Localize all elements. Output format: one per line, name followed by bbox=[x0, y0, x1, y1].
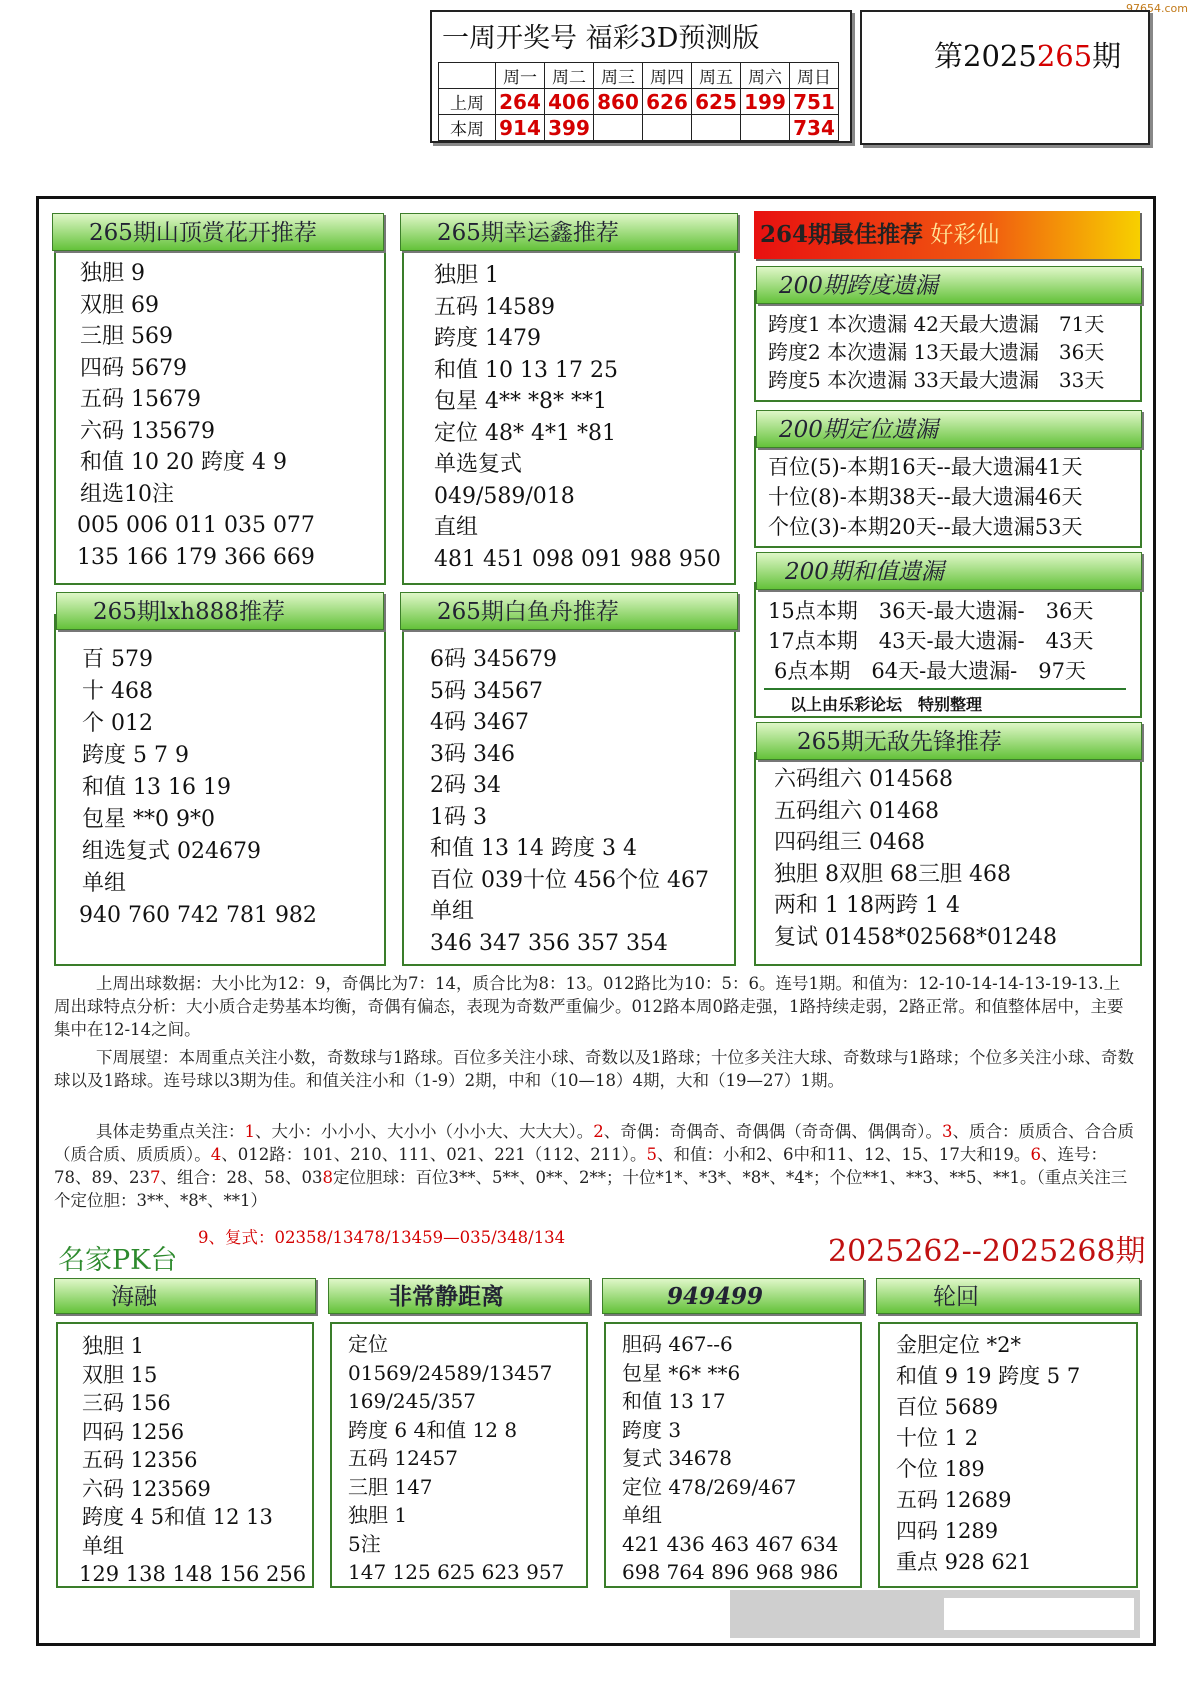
draw-number bbox=[643, 115, 692, 141]
line: 重点 928 621 bbox=[896, 1550, 1032, 1574]
draw-number bbox=[741, 115, 790, 141]
line: 129 138 148 156 256 bbox=[79, 1562, 307, 1586]
line: 四码 1256 bbox=[82, 1419, 185, 1444]
table-row bbox=[439, 89, 839, 115]
analysis-next-week: 下周展望：本周重点关注小数，奇数球与1路球。百位多关注小球、奇数以及1路球；十位多关注大球、奇数球与1路球；个位多关注小球、奇数球以及1路球。连号球以3期为佳。和值关注小和（1-9）2期，中和（10—18）4期，大和（19—27）1期。 bbox=[54, 1048, 1134, 1090]
line: 百 579 bbox=[82, 647, 153, 672]
draw-number: 734 bbox=[790, 115, 839, 141]
line: 698 764 896 968 986 bbox=[622, 1560, 839, 1584]
line: 481 451 098 091 988 950 bbox=[434, 546, 721, 572]
line: 和值 10 13 17 25 bbox=[434, 357, 618, 383]
panel-lines bbox=[79, 1332, 307, 1589]
line: 包星 *6* **6 bbox=[622, 1360, 741, 1385]
panel-title-dingwei: 200期定位遗漏 bbox=[756, 410, 1142, 448]
pk-col-lunhui bbox=[878, 1322, 1138, 1588]
bottom-blank bbox=[944, 1598, 1134, 1630]
num: 2 bbox=[593, 1122, 604, 1141]
line: 单选复式 bbox=[434, 452, 523, 477]
line: 个位 189 bbox=[896, 1457, 985, 1481]
pk-col-949499 bbox=[604, 1322, 862, 1588]
line: 单组 bbox=[82, 1533, 124, 1558]
panel-dingwei bbox=[754, 436, 1142, 548]
line: 169/245/357 bbox=[348, 1389, 476, 1413]
line: 跨度1 本次遗漏 42天最大遗漏 71天 bbox=[768, 312, 1105, 336]
text: 具体走势重点关注： bbox=[96, 1122, 245, 1141]
line: 个 012 bbox=[82, 711, 153, 736]
hezhi-note: 以上由乐彩论坛 特别整理 bbox=[790, 695, 983, 714]
panel-title-hezhi: 200期和值遗漏 bbox=[756, 552, 1142, 590]
pk-label: 名家PK台 bbox=[58, 1245, 178, 1276]
num: 6 bbox=[1030, 1145, 1041, 1164]
weekly-draw-table bbox=[438, 62, 839, 141]
line: 421 436 463 467 634 bbox=[622, 1531, 839, 1556]
text: 、012路：101、210、111、021、221（112、211）。 bbox=[221, 1145, 647, 1164]
best-title: 264期最佳推荐 bbox=[760, 221, 924, 248]
panel-wudi bbox=[754, 752, 1142, 966]
day-cell: 周六 bbox=[741, 63, 790, 89]
panel-hezhi bbox=[754, 582, 1142, 718]
line: 01569/24589/13457 bbox=[348, 1360, 553, 1385]
draw-number bbox=[594, 115, 643, 141]
line: 五码 15679 bbox=[80, 387, 201, 412]
line: 005 006 011 035 077 bbox=[77, 513, 315, 538]
line: 组选复式 024679 bbox=[82, 839, 261, 864]
line: 独胆 1 bbox=[82, 1334, 145, 1358]
day-cell: 周一 bbox=[496, 63, 545, 89]
line: 复式 34678 bbox=[622, 1446, 732, 1470]
draw-number: 625 bbox=[692, 89, 741, 115]
line: 十 468 bbox=[82, 679, 153, 704]
line: 6点本期 64天-最大遗漏- 97天 bbox=[774, 659, 1086, 683]
draw-number: 399 bbox=[545, 115, 594, 141]
line: 4码 3467 bbox=[430, 710, 529, 735]
draw-number: 860 bbox=[594, 89, 643, 115]
line: 三胆 147 bbox=[348, 1474, 433, 1499]
line: 049/589/018 bbox=[434, 483, 575, 509]
line: 和值 10 20 跨度 4 9 bbox=[80, 450, 287, 475]
line: 2码 34 bbox=[430, 773, 501, 798]
pk-title-949499: 949499 bbox=[602, 1278, 864, 1314]
divider bbox=[764, 688, 1126, 690]
line: 五码 12689 bbox=[896, 1488, 1012, 1512]
panel-lines bbox=[774, 764, 1057, 953]
day-cell: 周二 bbox=[545, 63, 594, 89]
line: 独胆 8双胆 68三胆 468 bbox=[774, 861, 1011, 887]
line: 和值 13 16 19 bbox=[82, 775, 231, 800]
text: 、奇偶：奇偶奇、奇偶偶（奇奇偶、偶偶奇）。 bbox=[603, 1122, 942, 1141]
line: 5码 34567 bbox=[430, 678, 543, 704]
line: 双胆 15 bbox=[82, 1362, 158, 1387]
num: 3 bbox=[942, 1122, 953, 1141]
line: 跨度 5 7 9 bbox=[82, 743, 189, 768]
row-label: 本周 bbox=[439, 115, 496, 141]
header-title: 一周开奖号 福彩3D预测版 bbox=[442, 23, 760, 54]
draw-number: 264 bbox=[496, 89, 545, 115]
corner-cell bbox=[439, 63, 496, 89]
draw-number: 406 bbox=[545, 89, 594, 115]
draw-number: 914 bbox=[496, 115, 545, 141]
num: 8 bbox=[322, 1168, 333, 1187]
line: 135 166 179 366 669 bbox=[77, 544, 315, 570]
line: 独胆 1 bbox=[434, 263, 499, 288]
pk-col-jingjuli bbox=[330, 1322, 588, 1588]
line: 单组 bbox=[82, 871, 127, 896]
panel-lines bbox=[768, 452, 1082, 542]
line: 单组 bbox=[430, 899, 475, 924]
analysis-focus bbox=[54, 1120, 1134, 1212]
text: 、大小：小小小、大小小（小小大、大大大）。 bbox=[255, 1122, 594, 1141]
line: 3码 346 bbox=[430, 741, 515, 767]
line: 三胆 569 bbox=[80, 324, 173, 349]
line: 独胆 9 bbox=[80, 261, 145, 286]
line: 复试 01458*02568*01248 bbox=[774, 924, 1057, 950]
fushi-line: 9、复式：02358/13478/13459—035/348/134 bbox=[198, 1228, 566, 1247]
line: 和值 13 14 跨度 3 4 bbox=[430, 836, 637, 861]
issue-number: 265 bbox=[1036, 39, 1093, 73]
line: 个位(3)-本期20天--最大遗漏53天 bbox=[768, 515, 1083, 539]
line: 双胆 69 bbox=[80, 292, 159, 318]
text: 、组合：28、58、03 bbox=[160, 1168, 323, 1187]
line: 17点本期 43天-最大遗漏- 43天 bbox=[768, 629, 1094, 653]
text: 、质合：质质合、合合质（质合质、质质质）。 bbox=[54, 1122, 1134, 1164]
line: 两和 1 18两跨 1 4 bbox=[774, 893, 960, 918]
line: 1码 3 bbox=[430, 804, 487, 830]
text: 、连号：78、89、23 bbox=[54, 1145, 1107, 1187]
pk-title-jingjuli: 非常静距离 bbox=[328, 1278, 590, 1314]
text: 定位胆球：百位3**、5**、0**、2**；十位*1*、*3*、*8*、*4*；个位**1、**3、**5、**1。（重点关注三个定位胆：3**、*8*、**1） bbox=[54, 1168, 1128, 1210]
line: 定位 478/269/467 bbox=[622, 1474, 797, 1499]
issue-label bbox=[934, 34, 1121, 75]
panel-lines bbox=[622, 1330, 838, 1587]
table-row bbox=[439, 115, 839, 141]
issue-box bbox=[860, 10, 1150, 145]
panel-lines bbox=[768, 310, 1104, 394]
line: 跨度 4 5和值 12 13 bbox=[82, 1505, 273, 1529]
best-recommend-header bbox=[754, 211, 1140, 259]
line: 十位(8)-本期38天--最大遗漏46天 bbox=[768, 485, 1083, 509]
num: 7 bbox=[150, 1168, 161, 1187]
line: 定位 48* 4*1 *81 bbox=[434, 420, 616, 446]
text: 、和值：小和2、6中和11、12、15、17大和19。 bbox=[656, 1145, 1031, 1164]
panel-lines bbox=[79, 644, 317, 932]
panel-lines bbox=[77, 258, 315, 573]
panel-title-shanding: 265期山顶赏花开推荐 bbox=[52, 213, 384, 251]
line: 百位 5689 bbox=[896, 1395, 999, 1419]
panel-title-xingyun: 265期幸运鑫推荐 bbox=[400, 213, 738, 251]
line: 五码组六 01468 bbox=[774, 798, 939, 824]
panel-lines bbox=[430, 644, 709, 959]
best-author: 好彩仙 bbox=[923, 222, 1000, 248]
line: 百位 039十位 456个位 467 bbox=[430, 867, 709, 893]
panel-title-baiyu: 265期白鱼舟推荐 bbox=[400, 592, 738, 630]
draw-number: 626 bbox=[643, 89, 692, 115]
line: 940 760 742 781 982 bbox=[79, 903, 317, 928]
line: 六码 123569 bbox=[82, 1476, 211, 1501]
line: 6码 345679 bbox=[430, 647, 557, 672]
analysis-last-week: 上周出球数据：大小比为12：9，奇偶比为7：14，质合比为8：13。012路比为10：5：6。连号1期。和值为：12-10-14-14-13-19-13.上周出球特点分析：大小质合走势基本均衡，奇偶有偏态，表现为奇数严重偏少。012路本周0路走强，1路持续走弱，2路正常。和值整体居中，主要集中在12-14之间。 bbox=[54, 974, 1124, 1039]
panel-lines bbox=[434, 260, 721, 575]
day-cell: 周四 bbox=[643, 63, 692, 89]
line: 十位 1 2 bbox=[896, 1426, 979, 1450]
panel-title-lxh: 265期lxh888推荐 bbox=[56, 592, 384, 630]
panel-baiyu bbox=[402, 614, 736, 966]
draw-number bbox=[692, 115, 741, 141]
line: 147 125 625 623 957 bbox=[348, 1560, 565, 1584]
line: 跨度 6 4和值 12 8 bbox=[348, 1417, 518, 1442]
line: 五码 12356 bbox=[82, 1448, 198, 1472]
panel-kuadu bbox=[754, 290, 1142, 402]
line: 直组 bbox=[434, 515, 479, 540]
pk-title-lunhui: 轮回 bbox=[876, 1278, 1140, 1314]
num: 1 bbox=[244, 1122, 255, 1141]
day-cell: 周五 bbox=[692, 63, 741, 89]
line: 346 347 356 357 354 bbox=[430, 930, 668, 956]
watermark: 97654.com bbox=[1126, 2, 1188, 15]
num: 4 bbox=[210, 1145, 222, 1164]
line: 跨度 1479 bbox=[434, 326, 541, 351]
line: 六码 135679 bbox=[80, 418, 215, 444]
num: 5 bbox=[646, 1145, 657, 1164]
line: 和值 9 19 跨度 5 7 bbox=[896, 1364, 1081, 1388]
line: 跨度2 本次遗漏 13天最大遗漏 36天 bbox=[768, 340, 1105, 364]
line: 单组 bbox=[622, 1503, 662, 1527]
table-row bbox=[439, 63, 839, 89]
row-label: 上周 bbox=[439, 89, 496, 115]
pk-range: 2025262--2025268期 bbox=[828, 1234, 1146, 1269]
draw-number: 751 bbox=[790, 89, 839, 115]
line: 五码 12457 bbox=[348, 1446, 458, 1470]
line: 跨度 3 bbox=[622, 1417, 682, 1442]
line: 胆码 467--6 bbox=[622, 1332, 733, 1356]
panel-xingyun bbox=[402, 236, 736, 585]
issue-prefix: 第2025 bbox=[934, 39, 1037, 73]
pk-col-hairong bbox=[56, 1322, 314, 1588]
day-cell: 周日 bbox=[790, 63, 839, 89]
line: 六码组六 014568 bbox=[774, 767, 953, 792]
line: 包星 **0 9*0 bbox=[82, 807, 215, 832]
line: 跨度5 本次遗漏 33天最大遗漏 33天 bbox=[768, 368, 1105, 392]
line: 百位(5)-本期16天--最大遗漏41天 bbox=[768, 455, 1083, 479]
day-cell: 周三 bbox=[594, 63, 643, 89]
line: 三码 156 bbox=[82, 1391, 171, 1415]
panel-shanding bbox=[54, 236, 386, 585]
panel-lines bbox=[348, 1330, 564, 1587]
panel-title-kuadu: 200期跨度遗漏 bbox=[756, 266, 1142, 304]
issue-suffix: 期 bbox=[1092, 39, 1122, 73]
weekly-draw-box bbox=[430, 10, 852, 143]
line: 四码 5679 bbox=[80, 355, 187, 381]
line: 四码组三 0468 bbox=[774, 830, 925, 855]
line: 五码 14589 bbox=[434, 294, 555, 320]
line: 15点本期 36天-最大遗漏- 36天 bbox=[768, 599, 1094, 623]
panel-lines bbox=[896, 1330, 1080, 1578]
panel-lxh bbox=[54, 614, 386, 966]
line: 和值 13 17 bbox=[622, 1389, 726, 1413]
draw-number: 199 bbox=[741, 89, 790, 115]
line: 5注 bbox=[348, 1531, 381, 1556]
pk-title-hairong: 海融 bbox=[54, 1278, 316, 1314]
line: 四码 1289 bbox=[896, 1519, 999, 1543]
panel-lines bbox=[768, 596, 1093, 686]
line: 组选10注 bbox=[80, 481, 174, 507]
panel-title-wudi: 265期无敌先锋推荐 bbox=[756, 722, 1142, 760]
line: 金胆定位 *2* bbox=[896, 1333, 1022, 1357]
line: 定位 bbox=[348, 1332, 388, 1356]
line: 独胆 1 bbox=[348, 1503, 408, 1527]
line: 包星 4** *8* **1 bbox=[434, 389, 607, 414]
